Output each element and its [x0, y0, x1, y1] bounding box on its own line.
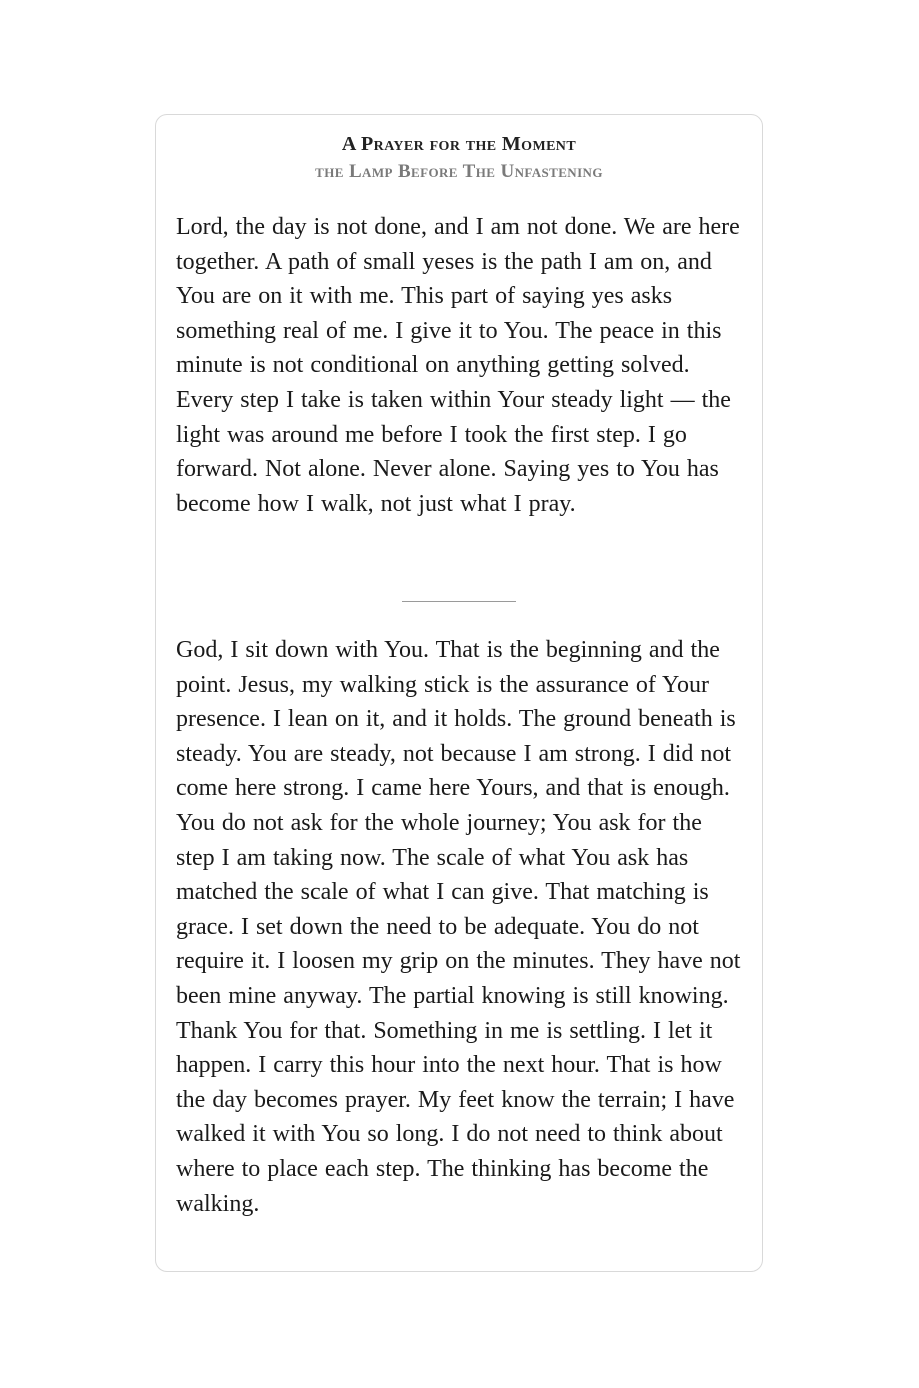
- prayer-paragraph-1: Lord, the day is not done, and I am not done. We are here together. A path of small yeses is the path I am on, and You are on it with me. This part of saying yes asks something real of me. I give it to You. The peace in this minute is not conditional on anything getting solved. Every step I take is taken within Your steady light — the light was around me before I took the first step. I go forward. Not alone. Never alone. Saying yes to You has become how I walk, not just what I pray.: [176, 214, 740, 517]
- prayer-paragraph-2: God, I sit down with You. That is the beginning and the point. Jesus, my walking stick is the assurance of Your presence. I lean on it, and it holds. The ground beneath is steady. You are steady, not because I am strong. I did not come here strong. I came here Yours, and that is enough. You do not ask for the whole journey; You ask for the step I am taking now. The scale of what You ask has matched the scale of what I can give. That matching is grace. I set down the need to be adequate. You do not require it. I loosen my grip on the minutes. They have not been mine anyway. The partial knowing is still knowing. Thank You for that. Something in me is settling. I let it happen. I carry this hour into the next hour. That is how the day becomes prayer. My feet know the terrain; I have walked it with You so long. I do not need to think about where to place each step. The thinking has become the walking.: [176, 637, 741, 1217]
- section-divider: [402, 601, 516, 602]
- prayer-title: A Prayer for the Moment: [341, 133, 577, 155]
- prayer-subtitle: the Lamp Before The Unfastening: [315, 161, 603, 182]
- prayer-card: [155, 114, 763, 1272]
